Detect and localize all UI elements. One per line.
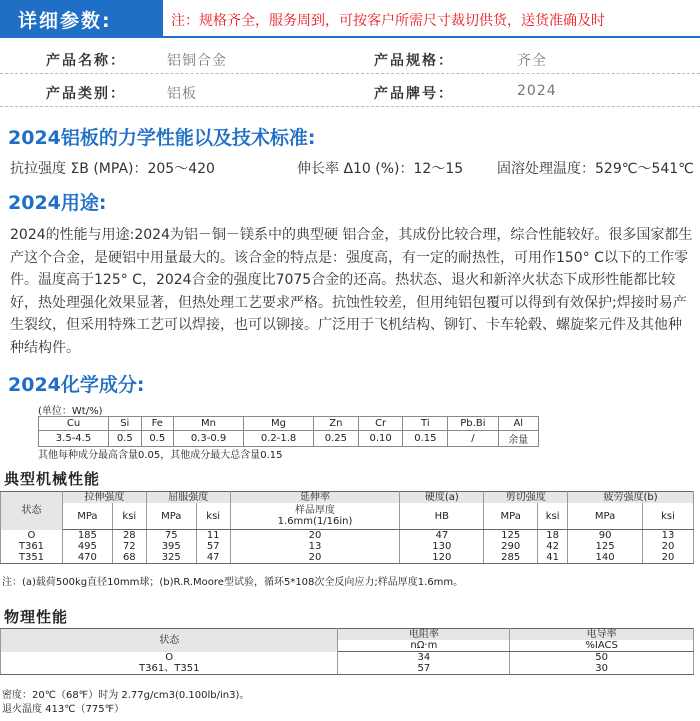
table-unit-row [1, 503, 694, 530]
table-cell: T351 [1, 552, 63, 564]
hardness-header: 硬度(a) [400, 492, 484, 504]
table-cell: Si [109, 417, 142, 431]
product-spec-label: 产品规格： [374, 53, 454, 69]
table-cell: 290 [484, 541, 538, 552]
unit-cell: 样品厚度 1.6mm(1/16in) [230, 503, 400, 530]
resistivity-header: 电阻率 [338, 629, 510, 641]
state-header: 状态 [1, 629, 338, 652]
table-cell: T361、T351 [1, 663, 338, 675]
unit-cell: MPa [484, 503, 538, 530]
product-name-value: 铝铜合金 [167, 53, 227, 69]
table-cell: 47 [400, 530, 484, 542]
physical-heading: 物理性能 [4, 608, 69, 626]
table-cell: 75 [146, 530, 196, 542]
shear-header: 剪切强度 [484, 492, 568, 504]
product-type-label: 产品类别： [46, 86, 126, 102]
table-cell: 30 [510, 663, 694, 675]
header-band [0, 0, 700, 38]
table-row [1, 663, 694, 675]
table-cell: 0.10 [358, 431, 403, 447]
table-cell: O [1, 652, 338, 664]
product-type-value: 铝板 [167, 86, 197, 102]
table-cell: 125 [568, 541, 643, 552]
tensile-header: 拉伸强度 [62, 492, 146, 504]
detail-tab-title: 详细参数: [18, 10, 112, 32]
table-cell: 20 [230, 552, 400, 564]
table-cell: 13 [230, 541, 400, 552]
solution-temperature: 固溶处理温度：529℃～541℃ [497, 161, 694, 177]
table-cell: 41 [538, 552, 568, 564]
table-cell: 13 [643, 530, 694, 542]
table-cell: 0.5 [141, 431, 174, 447]
table-cell: T361 [1, 541, 63, 552]
product-spec-value: 齐全 [517, 53, 547, 69]
table-cell: Mg [244, 417, 314, 431]
table-cell: 120 [400, 552, 484, 564]
table-cell: Cu [39, 417, 109, 431]
table-cell: 72 [112, 541, 146, 552]
table-cell: 470 [62, 552, 112, 564]
table-cell: 0.5 [109, 431, 142, 447]
table-row [1, 530, 694, 542]
unit-cell: MPa [146, 503, 196, 530]
table-cell: Fe [141, 417, 174, 431]
table-cell: Ti [403, 417, 448, 431]
fatigue-header: 疲劳强度(b) [568, 492, 694, 504]
physical-table [0, 628, 694, 675]
header-divider [0, 36, 700, 38]
unit-cell: ksi [538, 503, 568, 530]
table-row [1, 552, 694, 564]
resistivity-unit: nΩ·m [338, 640, 510, 652]
table-cell: 285 [484, 552, 538, 564]
table-cell: / [448, 431, 498, 447]
elongation: 伸长率 Δ10 (%)：12～15 [297, 161, 464, 177]
usage-heading: 2024用途: [8, 192, 107, 214]
table-cell: Zn [314, 417, 359, 431]
detail-tab [0, 0, 163, 38]
conductivity-header: 电导率 [510, 629, 694, 641]
supply-notice: 注：规格齐全，服务周到，可按客户所需尺寸裁切供货，送货准确及时 [171, 13, 605, 29]
mechanical-heading: 2024铝板的力学性能以及技术标准: [8, 127, 316, 149]
table-cell: 57 [196, 541, 230, 552]
table-row [1, 652, 694, 664]
yield-header: 屈服强度 [146, 492, 230, 504]
unit-cell: ksi [196, 503, 230, 530]
table-cell: 325 [146, 552, 196, 564]
table-cell: 3.5-4.5 [39, 431, 109, 447]
chemical-value-row [39, 431, 539, 447]
table-cell: 20 [230, 530, 400, 542]
table-header-row [1, 629, 694, 641]
table-cell: 0.3-0.9 [174, 431, 244, 447]
table-cell: 20 [643, 541, 694, 552]
product-grade-value: 2024 [517, 83, 557, 99]
table-cell: 0.25 [314, 431, 359, 447]
info-divider [0, 106, 700, 107]
table-cell: 57 [338, 663, 510, 675]
table-cell: 125 [484, 530, 538, 542]
table-cell: 140 [568, 552, 643, 564]
chemical-note: 其他每种成分最高含量0.05，其他成分最大总含量0.15 [38, 450, 283, 461]
table-cell: 28 [112, 530, 146, 542]
usage-paragraph: 2024的性能与用途:2024为铝－铜－镁系中的典型硬 铝合金，其成份比较合理，综合性能较好。很多国家都生产这个合金，是硬铝中用量最大的。该合金的特点是：强度高，有一定的耐热性，可用作150° C以下的工作零件。温度高于125° C，2024合金的强度比7075合金的还高。热状态、退火和新淬火状态下成形性能都比较好，热处理强化效果显著，但热处理工艺要求严格。抗蚀性较差，但用纯铝包覆可以得到有效保护;焊接时易产生裂纹，但采用特殊工艺可以焊接，也可以铆接。广泛用于飞机结构、铆钉、卡车轮毂、螺旋桨元件及其他种种结构件。 [10, 227, 693, 356]
table-cell: 余量 [498, 431, 538, 447]
table-cell: 0.15 [403, 431, 448, 447]
chemical-unit: (单位：Wt/%) [38, 406, 103, 417]
table-cell: 185 [62, 530, 112, 542]
info-divider [0, 73, 700, 74]
unit-cell: HB [400, 503, 484, 530]
table-cell: 11 [196, 530, 230, 542]
table-cell: 34 [338, 652, 510, 664]
table-cell: 0.2-1.8 [244, 431, 314, 447]
table-cell: 18 [538, 530, 568, 542]
table-cell: Mn [174, 417, 244, 431]
unit-cell: ksi [112, 503, 146, 530]
table-cell: Pb.Bi [448, 417, 498, 431]
typical-heading: 典型机械性能 [4, 470, 101, 488]
table-cell: O [1, 530, 63, 542]
annealing-note: 退火温度 413℃（775℉） [2, 704, 125, 715]
mechanical-table [0, 491, 694, 564]
conductivity-unit: %IACS [510, 640, 694, 652]
product-name-label: 产品名称： [46, 53, 126, 69]
table-cell: 68 [112, 552, 146, 564]
table-cell: 20 [643, 552, 694, 564]
typical-note: 注：(a)载荷500kg直径10mm球；(b)R.R.Moore型试验，循环5*108次全反向应力;样品厚度1.6mm。 [2, 577, 464, 588]
unit-cell: MPa [568, 503, 643, 530]
elongation-header: 延伸率 [230, 492, 400, 504]
unit-cell: MPa [62, 503, 112, 530]
chemical-header-row [39, 417, 539, 431]
table-cell: 495 [62, 541, 112, 552]
density-note: 密度：20℃（68℉）时为 2.77g/cm3(0.100lb/in3)。 [2, 690, 250, 701]
tensile-strength: 抗拉强度 ΣB (MPA)：205～420 [10, 161, 215, 177]
table-header-row [1, 492, 694, 504]
table-cell: 90 [568, 530, 643, 542]
table-cell: 50 [510, 652, 694, 664]
table-cell: 42 [538, 541, 568, 552]
table-cell: Cr [358, 417, 403, 431]
unit-cell: ksi [643, 503, 694, 530]
table-cell: 395 [146, 541, 196, 552]
table-cell: 47 [196, 552, 230, 564]
table-cell: 130 [400, 541, 484, 552]
chemical-table [38, 416, 539, 447]
table-cell: Al [498, 417, 538, 431]
table-row [1, 541, 694, 552]
product-grade-label: 产品牌号： [374, 86, 454, 102]
state-header: 状态 [1, 492, 63, 530]
chemical-heading: 2024化学成分: [8, 374, 145, 396]
